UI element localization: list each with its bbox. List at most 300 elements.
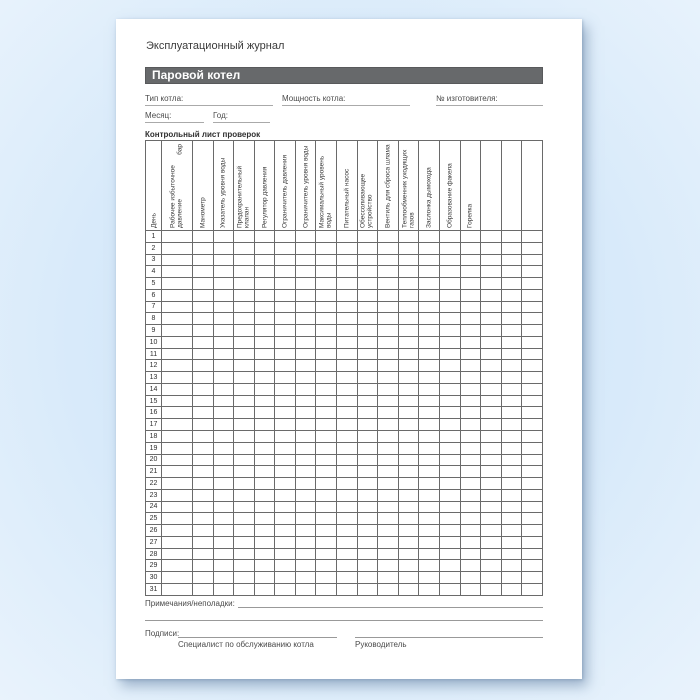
check-cell xyxy=(398,419,419,431)
check-cell xyxy=(522,266,543,278)
check-cell xyxy=(295,442,316,454)
signature-line-manager xyxy=(355,637,543,638)
notes-row xyxy=(145,598,543,608)
check-cell xyxy=(481,548,502,560)
col-header-7 xyxy=(316,141,337,231)
day-row-8 xyxy=(146,313,543,325)
check-cell xyxy=(398,513,419,525)
check-cell xyxy=(460,254,481,266)
check-cell xyxy=(522,242,543,254)
col-header-day xyxy=(146,141,162,231)
check-cell xyxy=(501,289,522,301)
check-cell xyxy=(460,419,481,431)
day-row-27 xyxy=(146,536,543,548)
day-number-24: 24 xyxy=(146,501,162,513)
check-cell xyxy=(316,431,337,443)
check-cell xyxy=(419,383,440,395)
document-page xyxy=(116,19,582,679)
check-cell xyxy=(295,548,316,560)
check-cell xyxy=(419,419,440,431)
day-row-2 xyxy=(146,242,543,254)
check-cell xyxy=(398,501,419,513)
check-cell xyxy=(254,254,275,266)
check-cell xyxy=(419,336,440,348)
check-cell xyxy=(460,313,481,325)
check-cell xyxy=(501,407,522,419)
check-cell xyxy=(501,525,522,537)
check-cell xyxy=(337,278,358,290)
check-cell xyxy=(378,560,399,572)
check-cell xyxy=(295,513,316,525)
check-cell xyxy=(522,348,543,360)
col-header-label-13: Образование факела xyxy=(446,162,454,228)
check-cell xyxy=(193,231,214,243)
check-cell xyxy=(275,231,296,243)
check-cell xyxy=(357,383,378,395)
check-cell xyxy=(419,360,440,372)
day-row-16 xyxy=(146,407,543,419)
check-cell xyxy=(522,489,543,501)
check-cell xyxy=(522,313,543,325)
col-header-2 xyxy=(213,141,234,231)
check-cell xyxy=(316,442,337,454)
check-cell xyxy=(275,583,296,595)
check-cell xyxy=(439,242,460,254)
check-cell xyxy=(275,336,296,348)
day-row-22 xyxy=(146,478,543,490)
check-cell xyxy=(378,325,399,337)
check-cell xyxy=(398,301,419,313)
check-cell xyxy=(357,289,378,301)
check-cell xyxy=(254,336,275,348)
check-cell xyxy=(234,325,255,337)
check-cell xyxy=(295,454,316,466)
check-cell xyxy=(213,525,234,537)
check-cell xyxy=(439,572,460,584)
check-cell xyxy=(162,301,193,313)
check-cell xyxy=(213,442,234,454)
check-cell xyxy=(481,336,502,348)
check-cell xyxy=(337,466,358,478)
check-cell xyxy=(501,489,522,501)
check-cell xyxy=(398,360,419,372)
check-cell xyxy=(357,336,378,348)
check-cell xyxy=(439,454,460,466)
check-cell xyxy=(337,254,358,266)
check-cell xyxy=(213,348,234,360)
check-cell xyxy=(193,360,214,372)
check-cell xyxy=(295,278,316,290)
check-cell xyxy=(213,536,234,548)
check-cell xyxy=(295,536,316,548)
check-cell xyxy=(419,325,440,337)
check-cell xyxy=(378,442,399,454)
check-cell xyxy=(254,372,275,384)
col-header-label-3: Предохранительный клапан xyxy=(236,165,251,228)
check-cell xyxy=(213,454,234,466)
check-cell xyxy=(522,442,543,454)
check-cell xyxy=(378,278,399,290)
check-cell xyxy=(337,266,358,278)
col-header-12 xyxy=(419,141,440,231)
check-cell xyxy=(398,560,419,572)
check-cell xyxy=(254,501,275,513)
check-cell xyxy=(162,278,193,290)
check-cell xyxy=(501,548,522,560)
check-cell xyxy=(398,525,419,537)
day-row-1 xyxy=(146,231,543,243)
day-row-25 xyxy=(146,513,543,525)
check-cell xyxy=(162,454,193,466)
check-cell xyxy=(357,395,378,407)
check-cell xyxy=(213,513,234,525)
day-row-23 xyxy=(146,489,543,501)
check-cell xyxy=(357,348,378,360)
day-row-26 xyxy=(146,525,543,537)
col-header-label-10: Вентиль для сброса шлама xyxy=(384,143,392,228)
check-cell xyxy=(337,383,358,395)
check-cell xyxy=(522,419,543,431)
check-cell xyxy=(162,336,193,348)
check-cell xyxy=(162,583,193,595)
check-cell xyxy=(275,383,296,395)
check-cell xyxy=(316,536,337,548)
check-cell xyxy=(234,266,255,278)
check-cell xyxy=(419,266,440,278)
day-row-5 xyxy=(146,278,543,290)
col-header-3 xyxy=(234,141,255,231)
col-header-label-7: Максимальный уровень воды xyxy=(318,155,334,228)
check-cell xyxy=(295,336,316,348)
check-cell xyxy=(162,348,193,360)
check-cell xyxy=(378,301,399,313)
check-cell xyxy=(162,572,193,584)
check-cell xyxy=(398,454,419,466)
check-cell xyxy=(357,548,378,560)
check-cell xyxy=(398,289,419,301)
check-cell xyxy=(501,254,522,266)
check-cell xyxy=(501,454,522,466)
check-cell xyxy=(378,536,399,548)
check-cell xyxy=(419,301,440,313)
check-cell xyxy=(193,278,214,290)
check-cell xyxy=(522,325,543,337)
check-cell xyxy=(234,407,255,419)
check-cell xyxy=(213,301,234,313)
check-cell xyxy=(275,536,296,548)
day-row-19 xyxy=(146,442,543,454)
check-cell xyxy=(234,395,255,407)
check-cell xyxy=(295,383,316,395)
signatures-label: Подписи: xyxy=(145,629,180,638)
check-cell xyxy=(337,395,358,407)
year-field: Год: xyxy=(213,110,270,123)
check-cell xyxy=(481,266,502,278)
check-cell xyxy=(275,560,296,572)
check-cell xyxy=(213,419,234,431)
check-cell xyxy=(193,583,214,595)
check-cell xyxy=(398,536,419,548)
check-cell xyxy=(234,301,255,313)
day-row-28 xyxy=(146,548,543,560)
check-cell xyxy=(295,266,316,278)
check-cell xyxy=(419,501,440,513)
check-cell xyxy=(501,478,522,490)
check-cell xyxy=(357,525,378,537)
check-cell xyxy=(398,266,419,278)
check-cell xyxy=(162,525,193,537)
check-cell xyxy=(234,278,255,290)
check-cell xyxy=(337,301,358,313)
check-cell xyxy=(316,419,337,431)
check-cell xyxy=(193,525,214,537)
check-cell xyxy=(522,431,543,443)
day-row-11 xyxy=(146,348,543,360)
check-cell xyxy=(193,266,214,278)
check-cell xyxy=(460,489,481,501)
check-cell xyxy=(501,360,522,372)
check-cell xyxy=(522,278,543,290)
check-cell xyxy=(337,431,358,443)
col-header-label-11: Теплообменник уходящих газов xyxy=(401,149,416,228)
day-row-14 xyxy=(146,383,543,395)
check-cell xyxy=(419,489,440,501)
check-cell xyxy=(419,572,440,584)
check-cell xyxy=(254,383,275,395)
check-cell xyxy=(460,431,481,443)
check-cell xyxy=(439,360,460,372)
check-cell xyxy=(193,442,214,454)
check-cell xyxy=(254,548,275,560)
check-cell xyxy=(501,278,522,290)
check-cell xyxy=(398,242,419,254)
notes-label: Примечания/неполадки: xyxy=(145,599,235,608)
check-cell xyxy=(460,525,481,537)
check-cell xyxy=(337,336,358,348)
check-cell xyxy=(295,242,316,254)
check-cell xyxy=(357,278,378,290)
check-cell xyxy=(337,407,358,419)
check-cell xyxy=(357,231,378,243)
day-row-17 xyxy=(146,419,543,431)
day-row-31 xyxy=(146,583,543,595)
check-cell xyxy=(295,419,316,431)
check-cell xyxy=(419,278,440,290)
check-cell xyxy=(501,325,522,337)
check-cell xyxy=(193,431,214,443)
check-cell xyxy=(234,489,255,501)
check-cell xyxy=(337,525,358,537)
col-header-6 xyxy=(295,141,316,231)
check-cell xyxy=(193,560,214,572)
checklist-table xyxy=(145,140,543,596)
check-cell xyxy=(316,583,337,595)
check-cell xyxy=(522,513,543,525)
check-cell xyxy=(439,301,460,313)
check-cell xyxy=(275,266,296,278)
check-cell xyxy=(316,231,337,243)
day-number-23: 23 xyxy=(146,489,162,501)
check-cell xyxy=(275,548,296,560)
check-cell xyxy=(419,289,440,301)
check-cell xyxy=(254,325,275,337)
check-cell xyxy=(316,372,337,384)
check-cell xyxy=(398,548,419,560)
check-cell xyxy=(460,572,481,584)
check-cell xyxy=(234,466,255,478)
check-cell xyxy=(275,301,296,313)
check-cell xyxy=(337,489,358,501)
check-cell xyxy=(213,501,234,513)
check-cell xyxy=(162,536,193,548)
check-cell xyxy=(460,278,481,290)
check-cell xyxy=(193,313,214,325)
check-cell xyxy=(357,536,378,548)
check-cell xyxy=(275,419,296,431)
check-cell xyxy=(234,454,255,466)
check-cell xyxy=(460,360,481,372)
check-cell xyxy=(419,536,440,548)
col-header-label-6: Ограничитель уровня воды xyxy=(302,145,310,228)
day-row-20 xyxy=(146,454,543,466)
check-cell xyxy=(254,560,275,572)
col-header-label-0: Рабочее избыточное давление бар xyxy=(169,143,184,228)
check-cell xyxy=(481,372,502,384)
check-cell xyxy=(357,266,378,278)
check-cell xyxy=(316,301,337,313)
check-cell xyxy=(357,583,378,595)
check-cell xyxy=(316,501,337,513)
check-cell xyxy=(398,466,419,478)
check-cell xyxy=(522,466,543,478)
check-cell xyxy=(357,301,378,313)
check-cell xyxy=(234,419,255,431)
check-cell xyxy=(234,383,255,395)
check-cell xyxy=(419,454,440,466)
check-cell xyxy=(234,254,255,266)
check-cell xyxy=(501,313,522,325)
day-number-12: 12 xyxy=(146,360,162,372)
day-row-3 xyxy=(146,254,543,266)
col-header-label-5: Ограничитель давления xyxy=(281,154,289,228)
check-cell xyxy=(439,560,460,572)
check-cell xyxy=(234,525,255,537)
check-cell xyxy=(481,560,502,572)
check-cell xyxy=(460,348,481,360)
check-cell xyxy=(378,572,399,584)
check-cell xyxy=(460,478,481,490)
check-cell xyxy=(295,395,316,407)
check-cell xyxy=(254,536,275,548)
check-cell xyxy=(193,501,214,513)
check-cell xyxy=(501,395,522,407)
day-row-18 xyxy=(146,431,543,443)
check-cell xyxy=(316,513,337,525)
day-number-15: 15 xyxy=(146,395,162,407)
check-cell xyxy=(337,536,358,548)
check-cell xyxy=(481,407,502,419)
check-cell xyxy=(337,372,358,384)
check-cell xyxy=(234,231,255,243)
check-cell xyxy=(162,431,193,443)
check-cell xyxy=(481,231,502,243)
check-cell xyxy=(481,536,502,548)
day-row-9 xyxy=(146,325,543,337)
check-cell xyxy=(162,466,193,478)
day-row-21 xyxy=(146,466,543,478)
check-cell xyxy=(295,231,316,243)
check-cell xyxy=(193,242,214,254)
check-cell xyxy=(481,525,502,537)
day-number-18: 18 xyxy=(146,431,162,443)
boiler-type-field: Тип котла: xyxy=(145,93,273,106)
day-number-13: 13 xyxy=(146,372,162,384)
check-cell xyxy=(460,466,481,478)
check-cell xyxy=(275,395,296,407)
check-cell xyxy=(419,231,440,243)
check-cell xyxy=(522,560,543,572)
document-title: Эксплуатационный журнал xyxy=(146,40,285,52)
check-cell xyxy=(501,242,522,254)
check-cell xyxy=(275,348,296,360)
check-cell xyxy=(295,583,316,595)
checklist-section-title: Контрольный лист проверок xyxy=(145,130,261,139)
check-cell xyxy=(439,278,460,290)
signature-role-manager: Руководитель xyxy=(355,640,407,649)
day-number-31: 31 xyxy=(146,583,162,595)
notes-line-2 xyxy=(145,620,543,621)
check-cell xyxy=(460,336,481,348)
check-cell xyxy=(501,231,522,243)
check-cell xyxy=(316,266,337,278)
check-cell xyxy=(460,501,481,513)
check-cell xyxy=(378,583,399,595)
check-cell xyxy=(439,383,460,395)
check-cell xyxy=(481,325,502,337)
check-cell xyxy=(357,325,378,337)
check-cell xyxy=(213,548,234,560)
check-cell xyxy=(316,242,337,254)
check-cell xyxy=(213,466,234,478)
check-cell xyxy=(234,442,255,454)
check-cell xyxy=(501,536,522,548)
check-cell xyxy=(337,313,358,325)
check-cell xyxy=(439,525,460,537)
check-cell xyxy=(234,336,255,348)
check-cell xyxy=(234,536,255,548)
check-cell xyxy=(295,325,316,337)
check-cell xyxy=(357,372,378,384)
check-cell xyxy=(275,431,296,443)
check-cell xyxy=(439,489,460,501)
check-cell xyxy=(481,583,502,595)
check-cell xyxy=(213,266,234,278)
check-cell xyxy=(234,289,255,301)
check-cell xyxy=(193,466,214,478)
check-cell xyxy=(254,478,275,490)
check-cell xyxy=(275,325,296,337)
col-header-10 xyxy=(378,141,399,231)
check-cell xyxy=(398,278,419,290)
check-cell xyxy=(193,536,214,548)
boiler-banner: Паровой котел xyxy=(145,67,543,84)
check-cell xyxy=(481,254,502,266)
check-cell xyxy=(419,407,440,419)
check-cell xyxy=(357,501,378,513)
check-cell xyxy=(378,525,399,537)
check-cell xyxy=(398,431,419,443)
check-cell xyxy=(193,301,214,313)
